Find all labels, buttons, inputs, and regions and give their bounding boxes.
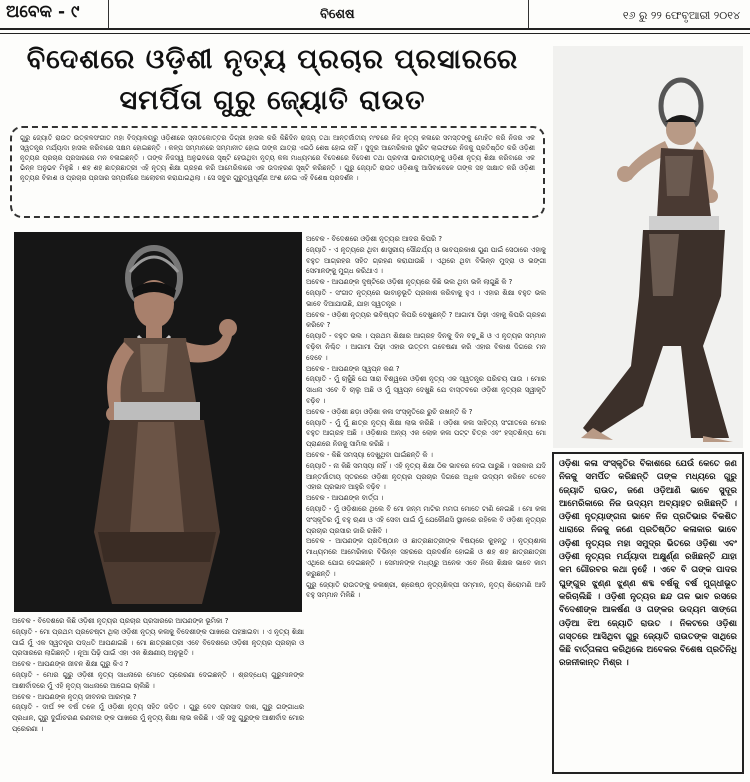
interview-paragraph: ଅବେକ - ବିଦେଶରେ ଓଡ଼ିଶୀ ନୃତ୍ୟର ଆଦର କିପରି ? xyxy=(306,235,443,243)
interview-paragraph: ଅବେକ - ଆପଣଙ୍କ ନୃତ୍ୟ ଜୀବନର ଆରମ୍ଭ ? xyxy=(12,692,137,701)
interview-paragraph: ଅବେକ - ବିଦେଶରେ କିଛି ଓଡ଼ିଶୀ ନୃତ୍ୟର ପ୍ରଚାର ପ୍ରସାରରେ ଆପଣଙ୍କ ଭୂମିକା ? xyxy=(12,617,229,625)
headline-line-1: ବିଦେଶରେ ଓଡ଼ିଶୀ ନୃତ୍ୟ ପ୍ରଚାର ପ୍ରସାରରେ xyxy=(26,44,519,75)
intro-box: ଗୁରୁ ଜ୍ୟୋତି ରାଉତ ଉତ୍କଳସଂଗୀତ ମହା ବିଦ୍ୟାଳୟରୁ ଓଡ଼ିଶୀରେ ସ୍ନାତକୋତ୍ତର ଡିଗ୍ରୀ ହାସଲ କରି କିଛିଦିନ ରାଜ୍ୟ ତଥା ଆନ୍ତର୍ଜାତୀୟ ମଂଚରେ ନିଜ ନୃତ୍ୟ କଳାରେ ସମସ୍ତଙ୍କୁ ମୋହିତ କରି ନିଜର ଏକ ସ୍ୱତନ୍ତ୍ର ମର୍ଯ୍ୟାଦା ହାସଲ କରିବାରେ ସକ୍ଷମ ହୋଇଛନ୍ତି । କଳ୍ପ ସମ୍ମାନରେ ସମ୍ମାନୀତ ହୋଇ ତାଙ୍କ ଯାତ୍ରା ଏଇଠି ଶେଷ ହୋଇ ନାହିଁ । ସୁଦୂର ଆମେରିକାର ସ୍ପ୍ରିଟ ଲାଇଫରେ ନିଜକୁ ପ୍ରତିଷ୍ଠିତ କରି ଓଡ଼ିଶୀ ନୃତ୍ୟର ପ୍ରଚାର ପ୍ରସାରରେ ମନ ବଳାଇଛନ୍ତି । ତାଙ୍କ ନିଜସ୍ୱ ଅନୁଭବରେ ସୃଷ୍ଟି ହେଉଥିବା ନୃତ୍ୟ କଳା ମାଧ୍ୟମରେ ବିଦେଶରେ ବିଦେଶୀ ତଥା ପ୍ରବାସୀ ଭାରତୀୟଙ୍କୁ ଓଡ଼ିଶୀ ନୃତ୍ୟ ଶିକ୍ଷା କରିବାରେ ଏକ ଭିନ୍ନ ଅନୁଭବ ମିଳୁଛି । ଶହ ଶହ ଛାତ୍ରଛାତ୍ରୀ ଏହି ନୃତ୍ୟ ଶିକ୍ଷା ଗ୍ରହଣ କରି ଆମେରିକାରେ ଏକ ଉଦାହରଣ ସୃଷ୍ଟି କରିଛନ୍ତି । ଗୁରୁ ଜ୍ୟୋତି ରାଉତ ଓଡ଼ିଶାକୁ ଆସିବାବେଳେ ତାଙ୍କ ସହ ସାକ୍ଷାତ କରି ଓଡ଼ିଶୀ ନୃତ୍ୟର ବିକାଶ ଓ ପ୍ରଚାର ପ୍ରସାର ସମ୍ପର୍କରେ ଅଲୋଚନା କରାଯାଇଥିଲା । ସେ ସବୁର ଗୁରୁତ୍ୱପୂର୍ଣ୍ଣ ଅଂଶ ନେଇ ଏହି ବିଶେଷ ପ୍ରଦର୍ଶନ । xyxy=(10,126,545,218)
dancer-figure-main xyxy=(14,232,302,612)
interview-paragraph: ଅବେକ - ଆପଣଙ୍କ ସ୍ୱପ୍ନ କଣ ? xyxy=(306,364,400,373)
section-label: ବିଶେଷ xyxy=(320,7,355,22)
interview-paragraph: ଜ୍ୟୋତି - ସଂଗୀତ ନୃତ୍ୟରେ ଭାବାନୁଭୂତି ପ୍ରକାଶ କରିବାକୁ ହୁଏ । ଏହାର ଶିକ୍ଷା ବହୁତ ଭଲ ଭାବେ ଦିଆଯାଉଛି, ଯାହା ସ୍ୱତନ୍ତ୍ର । xyxy=(306,288,546,308)
interview-paragraph: ଜ୍ୟୋତି - ମୋ ପ୍ରଥମ ପ୍ରଚେଷ୍ଟା ଥିଲା ଓଡ଼ିଶୀ ନୃତ୍ୟ କଳାକୁ ବିଦେଶୀଙ୍କ ପାଖରେ ପହଞ୍ଚାଇବା । ଏ ନୃତ୍ୟ ଶିକ୍ଷା ପାଇଁ ମୁଁ ଏକ ସ୍ୱତନ୍ତ୍ର ପଦ୍ଧତି ଆପଣାଇଛି । ମୋ ଛାତ୍ରଛାତ୍ରୀ ଏବେ ବିଦେଶରେ ଓଡ଼ିଶୀ ନୃତ୍ୟର ପ୍ରଚାର ଓ ପ୍ରସାରରେ ଲାଗିଛନ୍ତି । ନୂଆ ପିଢ଼ି ପାଇଁ ଏହା ଏକ ଶିକ୍ଷଣୀୟ ଅନୁଭୂତି । xyxy=(12,627,304,658)
interview-column-bottom xyxy=(12,616,304,778)
header-rule xyxy=(0,33,750,34)
interview-column-right xyxy=(306,234,546,776)
interview-paragraph: ଜ୍ୟୋତି - ମୁଁ ମୁଁ ଛାତ୍ର ନୃତ୍ୟ ଶିକ୍ଷା ଲାଭ କରିଛି । ଓଡ଼ିଶା କଳା ସାହିତ୍ୟ ସଂଗୀତରେ ମୋର ବହୁତ ଆଗ୍ରହ ଅଛି । ଓଡ଼ିଶାର ଅନ୍ୟ ଏକ ଲୋକ କଳା ପଟ୍ଟ ଚିତ୍ର ଏବଂ ହସ୍ତଶିଳ୍ପ ମୋ ପ୍ରାଣରେ ନିଜକୁ ସାମିଲ କରିଛି । xyxy=(306,418,546,449)
headline-line-2: ସମର୍ପିତା ଗୁରୁ ଜ୍ୟୋତି ରାଉତ xyxy=(119,85,426,116)
dancer-photo-main xyxy=(14,232,302,612)
interview-paragraph: ଅବେକ - ଆପଣଙ୍କ ପ୍ରତିଷ୍ଠାନ ଓ ଛାତ୍ରଛାତ୍ରୀଙ୍କ ବିଷୟରେ କୁହନ୍ତୁ । ନୃତ୍ୟଶାଳା ମାଧ୍ୟମରେ ଆମେରିକାର ବିଭିନ୍ନ ସହରରେ ପ୍ରଦର୍ଶନ ହୋଇଛି ଓ ଶହ ଶହ ଛାତ୍ରଛାତ୍ରୀ ଏଥିରେ ଯୋଗ ଦେଇଛନ୍ତି । ସେମାନଙ୍କ ମଧ୍ୟରୁ ଅନେକ ଏବେ ନିଜେ ଶିକ୍ଷକ ଭାବେ କାମ କରୁଛନ୍ତି । xyxy=(306,537,546,578)
header-divider xyxy=(528,0,529,28)
interview-paragraph: ଅବେକ - ଓଡ଼ିଶୀ ଛଡ଼ା ଓଡ଼ିଶା କଳା ସଂସ୍କୃତିରେ ରୁଚି ରଖନ୍ତି କି ? xyxy=(306,407,473,416)
page-number-label: ଅବେକ - ୯ xyxy=(6,2,80,22)
interview-paragraph: ଜ୍ୟୋତି - ଏ ନୃତ୍ୟରେ ଥିବା ଶାସ୍ତ୍ରୀୟ ସୌନ୍ଦର୍ଯ୍ୟ ଓ ଭାବପ୍ରକାଶ ଗୁଣ ପାଇଁ ସେଠାରେ ଏହାକୁ ବହୁତ ଆଗ୍ରହର ସହିତ ଗ୍ରହଣ କରାଯାଉଛି । ଏଥିରେ ଥିବା ବିଭିନ୍ନ ମୁଦ୍ରା ଓ ଭଙ୍ଗୀ ସେମାନଙ୍କୁ ମୁଗ୍ଧ କରିଥାଏ । xyxy=(306,245,546,276)
header-divider xyxy=(108,0,109,28)
interview-paragraph: ଜ୍ୟୋତି - ବହୁତ ଭଲ । ପ୍ରଥମ ଶିକ୍ଷାର ଆଗ୍ରହ ଦିନକୁ ଦିନ ବଢ଼ୁଛି ଓ ଏ ନୃତ୍ୟର ସମ୍ମାନ ବଢ଼ିବା ନିଶ୍ଚିତ । ଆଗାମୀ ପିଢ଼ୀ ଏହାର ଉତ୍ତମ ଗବେଷଣା କରି ଏହାର ବିକାଶ ଦିଗରେ ମନ ଦେବେ । xyxy=(306,332,546,362)
interview-paragraph: ଜ୍ୟୋତି - ଦାର୍ଘ ୨୧ ବର୍ଷ ତଳେ ମୁଁ ଓଡ଼ିଶୀ ନୃତ୍ୟ ସହିତ ଜଡ଼ିତ । ଗୁରୁ ଦେବ ପ୍ରସାଦ ଦାଶ, ଗୁରୁ ଗଙ୍ଗାଧର ପ୍ରଧାନ, ଗୁରୁ ଦୁର୍ଗାଚରଣ ରଣବୀର ଙ୍କ ପାଖରେ ମୁଁ ନୃତ୍ୟ ଶିକ୍ଷା ଲାଭ କରିଛି । ଏହି ସବୁ ଗୁରୁଙ୍କ ଆଶୀର୍ବାଦ ମୋର ପ୍ରେରଣା । xyxy=(12,703,304,733)
issue-date: ୧୬ ରୁ ୨୨ ଫେବୃଆରୀ ୨୦୧୪ xyxy=(622,9,740,22)
interview-paragraph: ଅବେକ - ଆପଣଙ୍କ ଦୃଷ୍ଟିରେ ଓଡ଼ିଶୀ ନୃତ୍ୟରେ କିଛି ଭଲ ଥିବା ଭଳି ଲାଗୁଛି କି ? xyxy=(306,278,513,287)
interview-paragraph: ଜ୍ୟୋତି - ମୁଁ ଚାହୁଁଛି ଯେ ସାରା ବିଶ୍ୱରେ ଓଡ଼ିଶୀ ନୃତ୍ୟ ଏକ ସ୍ୱତନ୍ତ୍ର ପରିଚୟ ପାଉ । ମୋର ସାଧନା ଏବେ ବି ଚାଲୁ ଅଛି ଓ ମୁଁ ସ୍ୱପ୍ନ ଦେଖୁଛି ଯେ ବାସ୍ତବରେ ଓଡ଼ିଶୀ ନୃତ୍ୟର ସ୍ୱୀକୃତି ବଢ଼ିବ । xyxy=(306,375,546,405)
interview-paragraph: ଜ୍ୟୋତି - ମୁଁ ଓଡ଼ିଶାରେ ଥିଲେ ବି ମୋ ଜନ୍ମ ମାଟିର ମମତା ମୋତେ ଟାଣି ନେଇଛି । ମୋ କଳା ସଂସ୍କୃତିର ମୁଁ ବହୁ ଋଣୀ ଓ ଏହି ସେବା ପାଇଁ ମୁଁ ଯେକୌଣସି ସ୍ଥାନରେ ରହିଲେ ବି ଓଡ଼ିଶୀ ନୃତ୍ୟର ପ୍ରଚାର ପ୍ରସାର ଜାରି ରଖିବି । xyxy=(306,504,546,535)
pull-quote-box: ଓଡ଼ିଶା କଳା ସଂସ୍କୃତିର ବିକାଶରେ ଯେଉଁ କେତେ ଜଣ ନିଜକୁ ସମର୍ପିତ କରିଛନ୍ତି ତାଙ୍କ ମଧ୍ୟରେ ଗୁରୁ ଜ୍ୟୋତି ରାଉତ, ଜଣେ ଓଡ଼ିଆଣି ଭାବେ ସୁଦୂର ଆମେରିକାରେ ନିଜ ଉଦ୍ୟମ ଅବ୍ୟାହତ ରଖିଛନ୍ତି । ଓଡ଼ିଶୀ ନୃତ୍ୟାଙ୍ଗନା ଭାବେ ନିଜ ପ୍ରତିଭାର ବିକଶିତ ଧାରାରେ ନିଜକୁ ଜଣେ ପ୍ରତିଷ୍ଠିତ କଳାକାର ଭାବେ ଓଡ଼ିଶୀ ନୃତ୍ୟର ମହା ସମୁଦ୍ର ଭିତରେ ଓଡ଼ିଶା ଏବଂ ଓଡ଼ିଶୀ ନୃତ୍ୟର ମର୍ଯ୍ୟାଦା ଅକ୍ଷୁର୍ଣ୍ଣ ରଖିଛନ୍ତି ଯାହା କମ ଗୌରବର କଥା ନୁହେଁ । ଏବେ ବି ତାଙ୍କ ପାଦର ଘୁଙ୍ଗୁର ଝୁଣ୍ଣ ଝୁଣ୍ଣ ଶବ୍ଦ ବର୍ଷକୁ ବର୍ଷ ମୁଗ୍ଧୀଭୂତ କରିଚାଲିଛି । ଓଡ଼ିଶୀ ନୃତ୍ୟର ଛନ୍ଦ ତାଳ ଭାବ ରସରେ ବିଦେଶୀଙ୍କ ଆକର୍ଷଣ ଓ ତାଙ୍କର ଉଦ୍ୟମ ସାଙ୍ଗେ ଓଡ଼ିଆ ଝିଅ ଜ୍ୟୋତି ରାଉତ । ନିକଟରେ ଓଡ଼ିଶା ଗସ୍ତରେ ଆସିଥିବା ଗୁରୁ ଜ୍ୟୋତି ରାଉତଙ୍କ ସାଥିରେ କିଛି ବାର୍ତ୍ତାଳାପ କରିଥିଲେ ଅବେକର ବିଶେଷ ପ୍ରତିନିଧି ରଜନୀକାନ୍ତ ମିଶ୍ର । xyxy=(552,452,744,774)
interview-paragraph: ଅବେକ - ଓଡ଼ିଶୀ ନୃତ୍ୟର ଭବିଷ୍ୟତ କିପରି ଦେଖୁଛନ୍ତି ? ଆଗାମୀ ପିଢ଼ୀ ଏହାକୁ କିପରି ଗ୍ରହଣ କରିବେ ? xyxy=(306,310,546,330)
header-rule xyxy=(0,28,750,30)
interview-paragraph: ଅବେକ - ଆପଣଙ୍କ ବାର୍ତ୍ତା । xyxy=(306,494,384,503)
interview-paragraph: ଜ୍ୟୋତି - ମୋର ଗୁରୁ ଓଡ଼ିଶୀ ନୃତ୍ୟ ସାଧନାରେ ମୋତେ ପ୍ରେରଣା ଦେଇଛନ୍ତି । ଶ୍ରଦ୍ଧେୟ ଗୁରୁମାନଙ୍କ ଆଶୀର୍ବାଦରେ ମୁଁ ଏହି ନୃତ୍ୟ ସାଧନାରେ ଆଗେଇ ଚାଲିଛି । xyxy=(12,670,304,690)
dancer-figure-top xyxy=(553,46,743,448)
interview-paragraph: ଅବେକ - ଆପଣଙ୍କ ଜୀବନ ଶିକ୍ଷା ଗୁରୁ କିଏ ? xyxy=(12,660,129,669)
interview-paragraph: ଜ୍ୟୋତି - ନା କିଛି ସମସ୍ୟା ନାହିଁ । ଏହି ନୃତ୍ୟ ଶିକ୍ଷା ଠିକ ଭାବରେ ଦେଇ ପାରୁଛି । ସରକାର ଯଦି ଆନ୍ତର୍ଜାତୀୟ ସ୍ତରରେ ଓଡ଼ିଶୀ ନୃତ୍ୟର ପ୍ରଚାର ଦିଗରେ ଅଧିକ ଉଦ୍ୟମ କରିବେ ତେବେ ଏହାର ପ୍ରଭାବ ଆହୁରି ବଢ଼ିବ । xyxy=(306,461,546,492)
interview-paragraph: ଗୁରୁ ଜ୍ୟୋତି ରାଉତଙ୍କୁ କଳାଶ୍ରୀ, ଶ୍ରେଷ୍ଠ ନୃତ୍ୟଶିଳ୍ପୀ ସମ୍ମାନ, ନୃତ୍ୟ ଶିରୋମଣି ଆଦି ବହୁ ସମ୍ମାନ ମିଳିଛି । xyxy=(306,580,546,600)
dancer-photo-top xyxy=(553,46,743,448)
interview-paragraph: ଅବେକ - କିଛି ସମସ୍ୟା ଦେଖୁଥିବା ପାଇଁଛନ୍ତି କି । xyxy=(306,450,433,459)
